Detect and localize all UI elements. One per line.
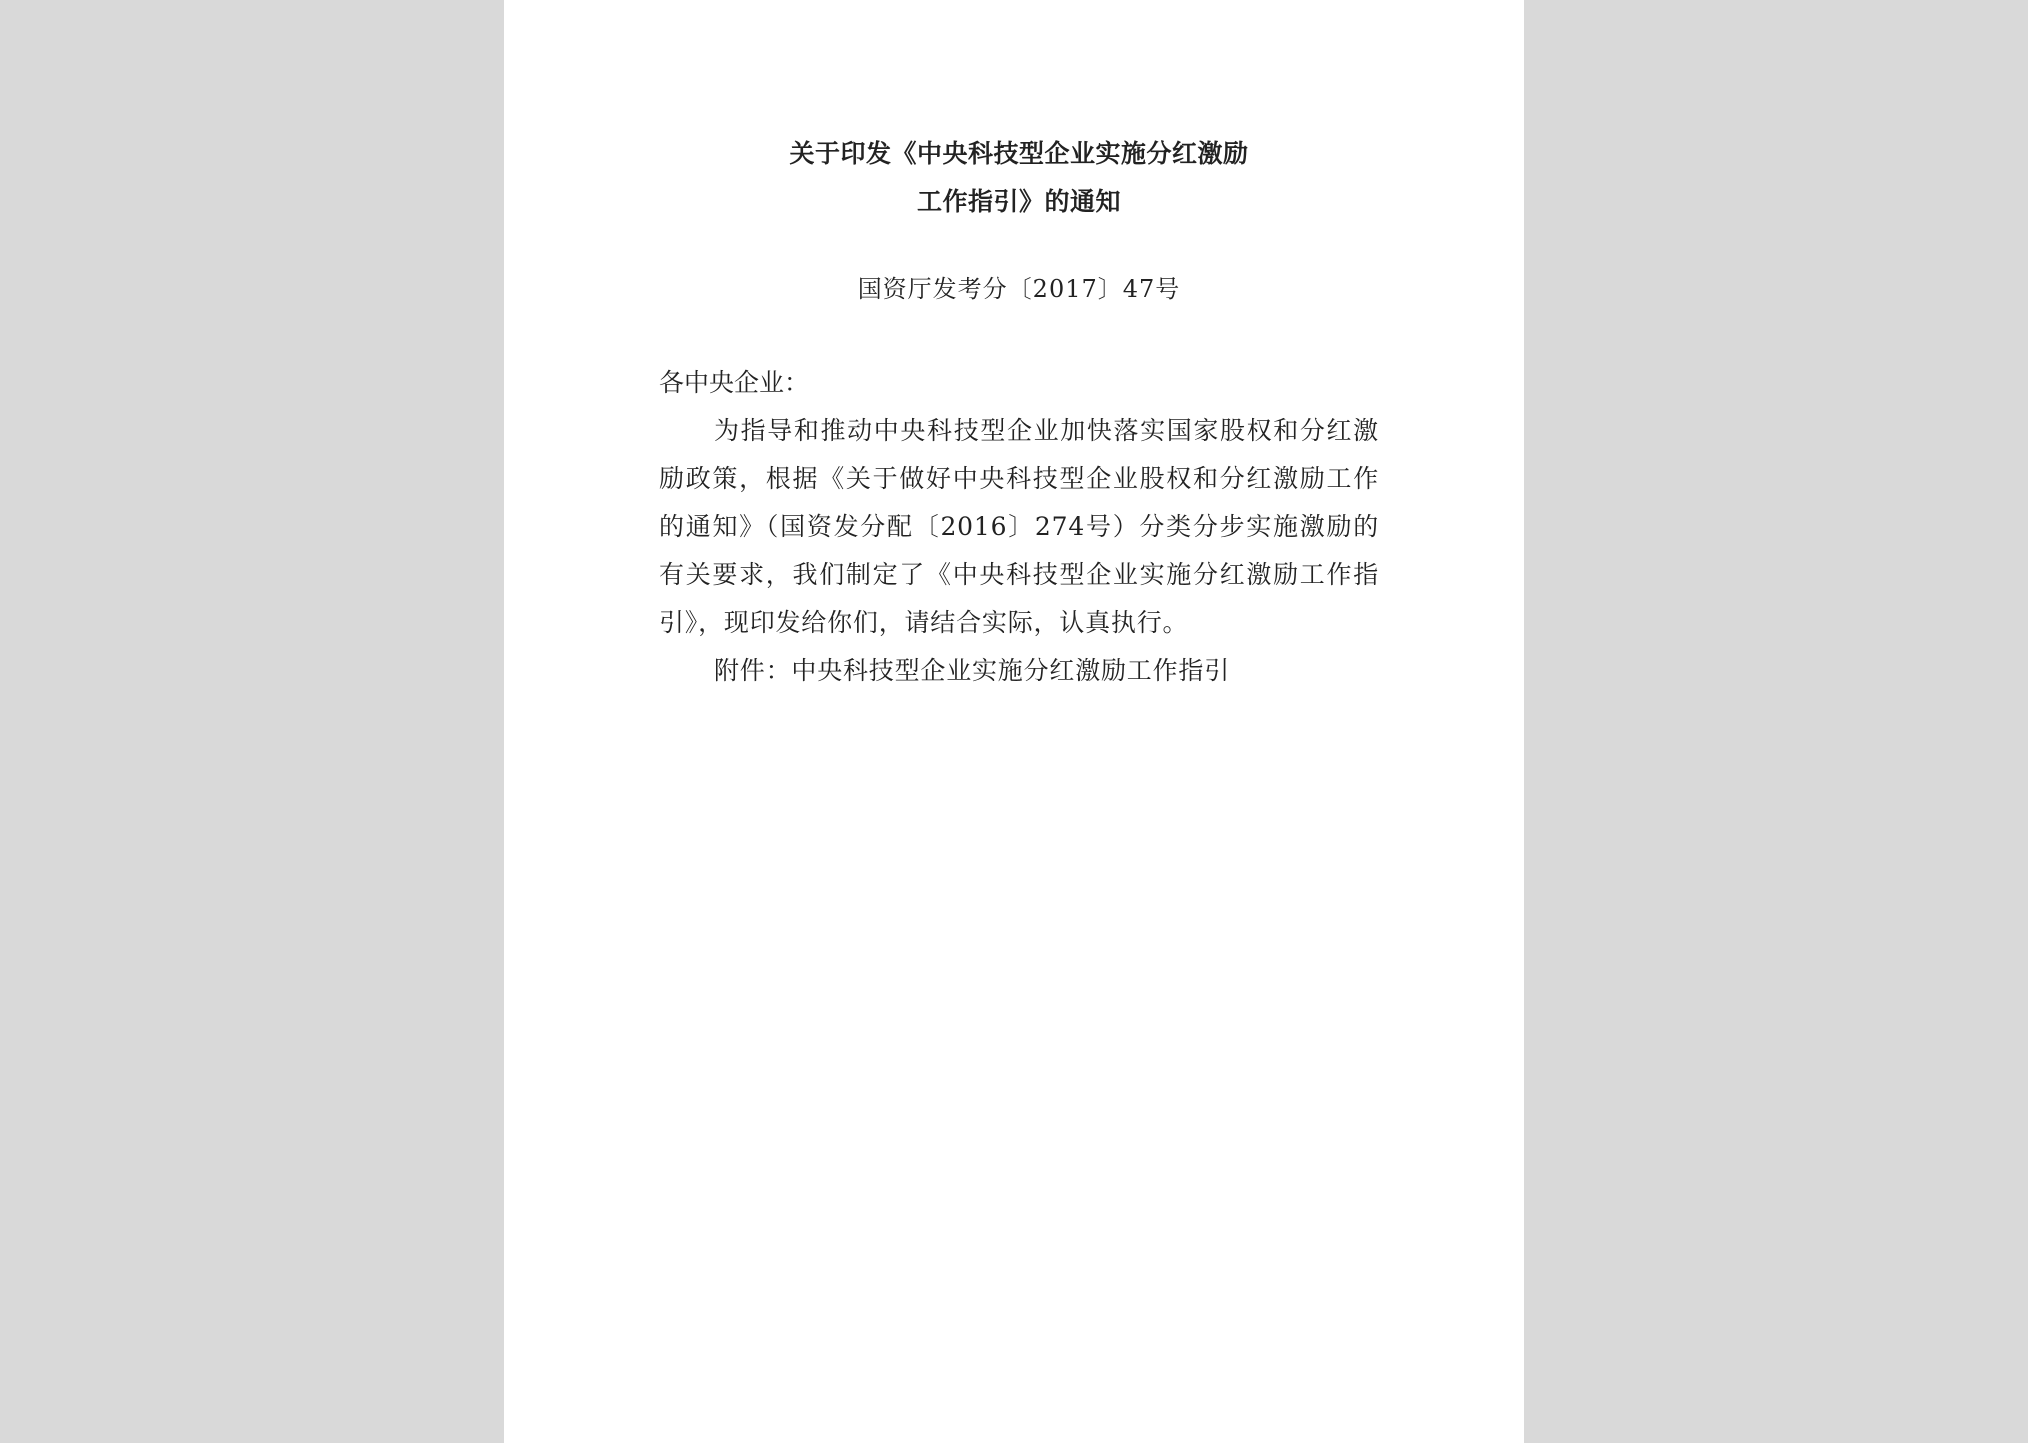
body-paragraph: 为指导和推动中央科技型企业加快落实国家股权和分红激励政策，根据《关于做好中央科技型企业股权和分红激励工作的通知》（国资发分配〔2016〕274号）分类分步实施激励的有关要求，我们制定了《中央科技型企业实施分红激励工作指引》，现印发给你们，请结合实际，认真执行。 (659, 416, 1379, 637)
document-number: 国资厅发考分〔2017〕47号 (857, 275, 1181, 303)
title-line-2: 工作指引》的通知 (916, 187, 1121, 216)
title-line-1: 关于印发《中央科技型企业实施分红激励 (789, 139, 1249, 168)
page-content (659, 130, 1379, 695)
document-page (504, 0, 1524, 1443)
attachment-line: 附件：中央科技型企业实施分红激励工作指引 (714, 656, 1231, 685)
salutation: 各中央企业： (659, 368, 810, 397)
document-title (659, 130, 1379, 226)
